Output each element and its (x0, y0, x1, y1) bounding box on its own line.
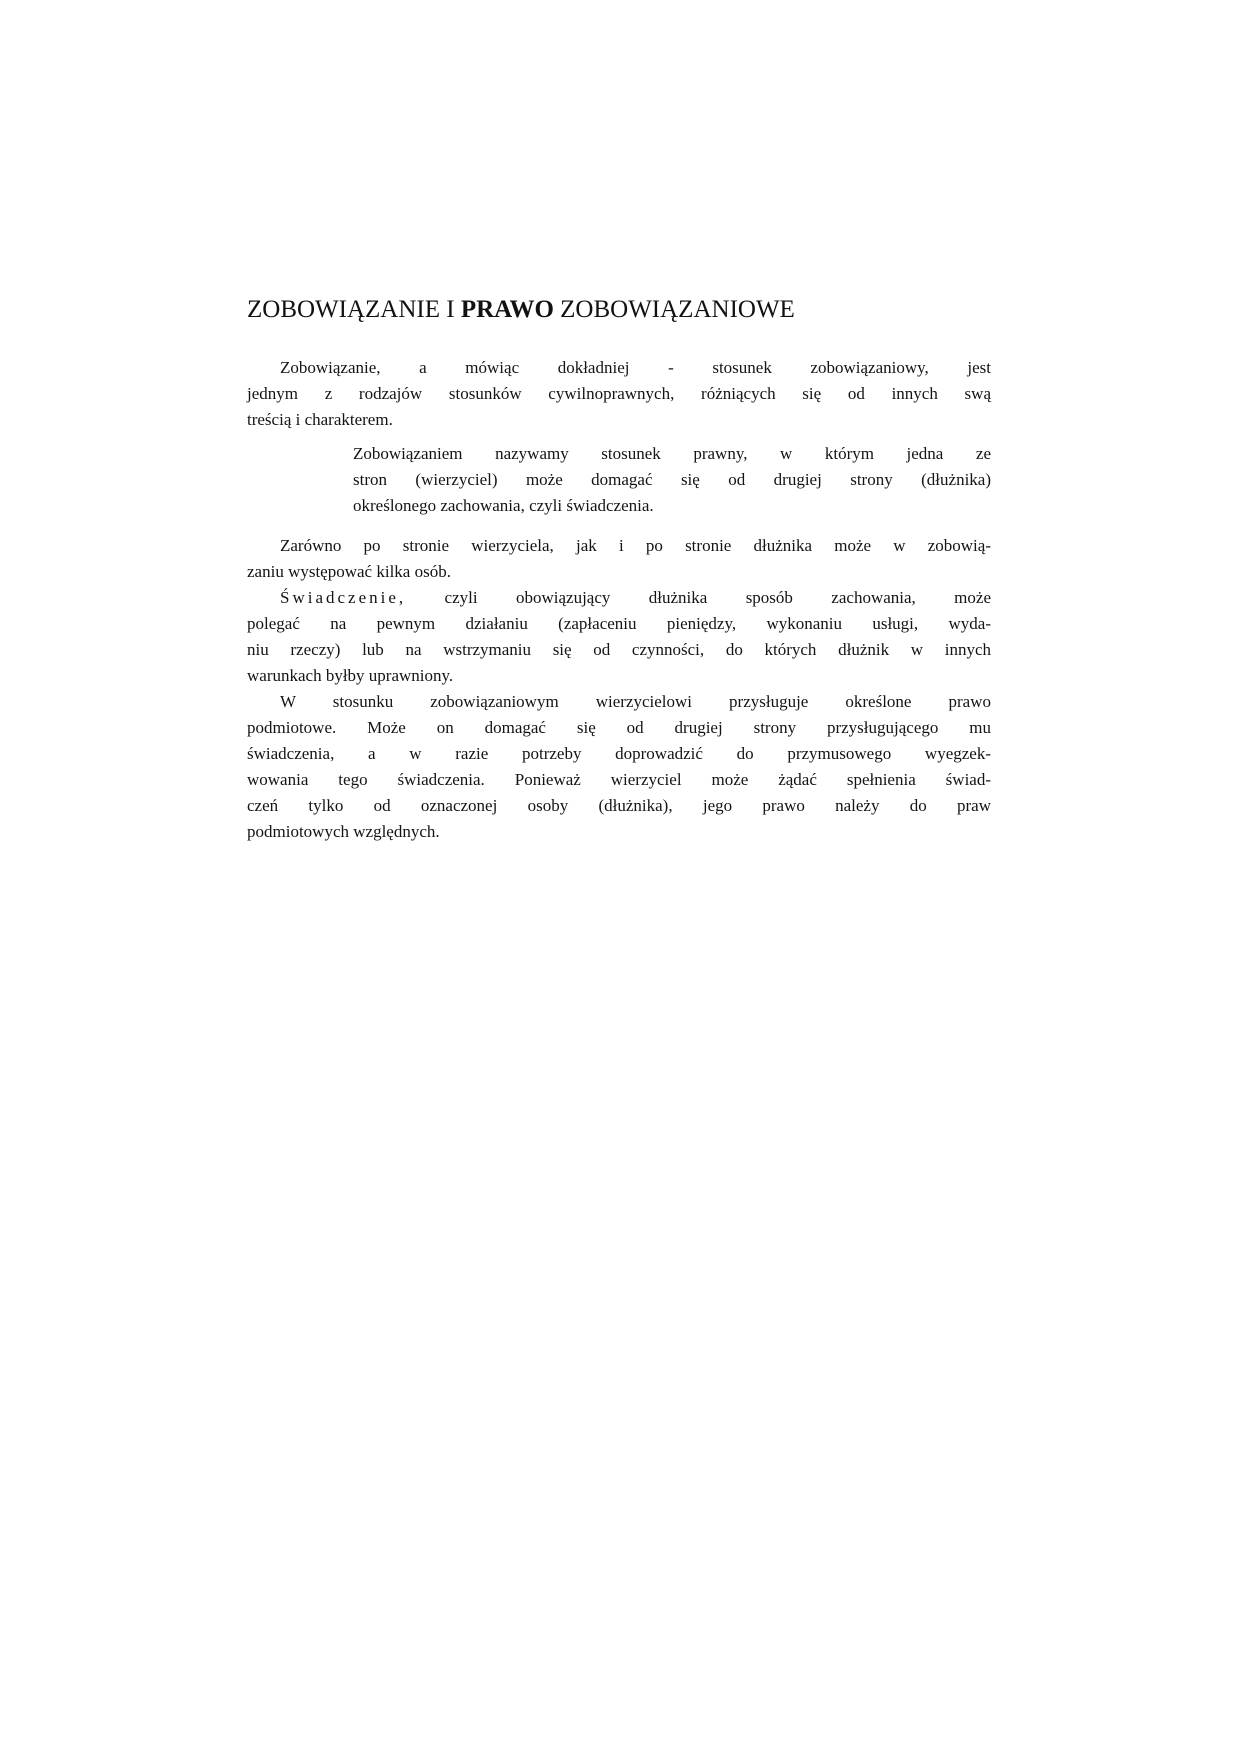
document-title (247, 295, 991, 325)
paragraph-line: W stosunku zobowiązaniowym wierzycielowi przysługuje określone prawo (280, 692, 991, 711)
paragraph-line: niu rzeczy) lub na wstrzymaniu się od czynności, do których dłużnik w innych (247, 640, 991, 659)
paragraph-line: Zobowiązanie, a mówiąc dokładniej - stosunek zobowiązaniowy, jest (280, 358, 991, 377)
paragraph-parties (247, 533, 991, 585)
title-part-bold: PRAWO (460, 296, 554, 323)
definition-block (353, 441, 991, 519)
definition-line: określonego zachowania, czyli świadczenia. (353, 496, 654, 515)
paragraph-creditor-right (247, 689, 991, 845)
paragraph-intro (247, 355, 991, 433)
document-content (247, 295, 991, 845)
paragraph-line: świadczenia, a w razie potrzeby doprowadzić do przymusowego wyegzek- (247, 744, 991, 763)
first-line-rest: czyli obowiązujący dłużnika sposób zachowania, może (444, 588, 991, 607)
spaced-term: Świadczenie, (280, 588, 407, 607)
paragraph-performance (247, 585, 991, 689)
title-part-3: ZOBOWIĄZANIOWE (553, 296, 795, 323)
paragraph-line: treścią i charakterem. (247, 410, 393, 429)
definition-line: Zobowiązaniem nazywamy stosunek prawny, w którym jedna ze (353, 444, 991, 463)
paragraph-line: podmiotowe. Może on domagać się od drugiej strony przysługującego mu (247, 718, 991, 737)
paragraph-line: zaniu występować kilka osób. (247, 562, 451, 581)
paragraph-line (247, 585, 991, 611)
title-part-1: ZOBOWIĄZANIE I (247, 296, 461, 323)
paragraph-line: Zarówno po stronie wierzyciela, jak i po stronie dłużnika może w zobowią- (280, 536, 991, 555)
paragraph-line: czeń tylko od oznaczonej osoby (dłużnika), jego prawo należy do praw (247, 796, 991, 815)
paragraph-line: polegać na pewnym działaniu (zapłaceniu pieniędzy, wykonaniu usługi, wyda- (247, 614, 991, 633)
paragraph-line: wowania tego świadczenia. Ponieważ wierzyciel może żądać spełnienia świad- (247, 770, 991, 789)
paragraph-line: podmiotowych względnych. (247, 822, 440, 841)
paragraph-line: jednym z rodzajów stosunków cywilnoprawnych, różniących się od innych swą (247, 384, 991, 403)
paragraph-line: warunkach byłby uprawniony. (247, 666, 454, 685)
definition-line: stron (wierzyciel) może domagać się od drugiej strony (dłużnika) (353, 470, 991, 489)
